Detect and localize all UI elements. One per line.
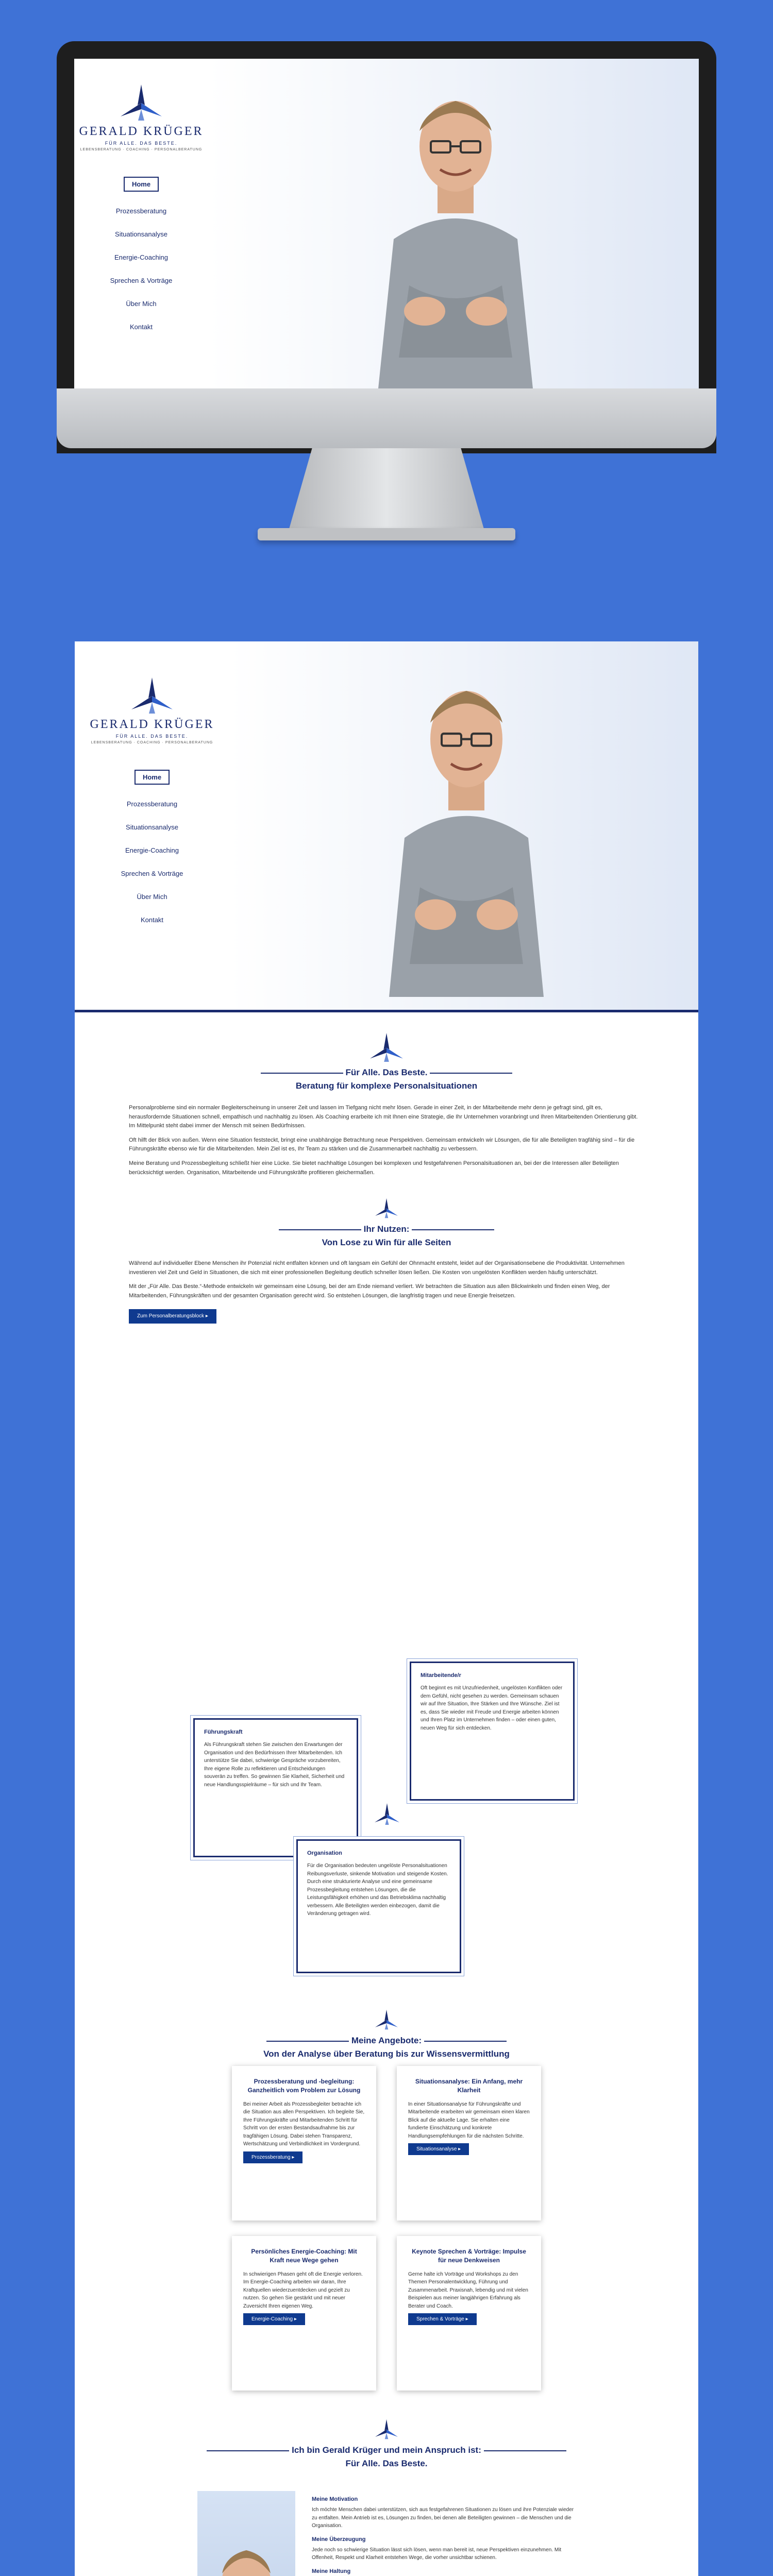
brand-tagline: FÜR ALLE. DAS BESTE. bbox=[105, 141, 178, 146]
nav-item-sprechen[interactable]: Sprechen & Vorträge bbox=[110, 277, 173, 284]
nav-item-situationsanalyse[interactable]: Situationsanalyse bbox=[115, 230, 167, 238]
pillar-organisation: Organisation Für die Organisation bedeuten ungelöste Personalsituationen Reibungsverluste, sinkende Motivation und steigende Kosten. Durch eine strukturierte Analyse und eine gemeinsame Prozessbegleitung entstehen Lösungen, die die Leistungsfähigkeit erhöhen und das Betriebsklima nachhaltig verbessern. Alle Beteiligten werden einbezogen, damit die Veränderung getragen wird. bbox=[296, 1839, 461, 1973]
intro-title: Für Alle. Das Beste. Beratung für komplexe Personalsituationen bbox=[75, 1066, 698, 1092]
brand-subline: LEBENSBERATUNG · COACHING · PERSONALBERATUNG bbox=[91, 741, 213, 744]
page-preview bbox=[75, 641, 698, 2576]
benefits-button[interactable]: Zum Personalberatungsblock ▸ bbox=[129, 1309, 216, 1324]
star-logo-icon bbox=[375, 1803, 399, 1825]
main-nav bbox=[74, 169, 208, 338]
monitor-base bbox=[258, 528, 515, 540]
nav-item-prozessberatung[interactable]: Prozessberatung bbox=[115, 207, 167, 215]
pillars-diagram bbox=[75, 1662, 698, 2002]
page-sidebar bbox=[75, 641, 229, 1010]
nav-item-kontakt[interactable]: Kontakt bbox=[129, 323, 153, 331]
pillar-leader: Führungskraft Als Führungskraft stehen Sie zwischen den Erwartungen der Organisation und den Bedürfnissen Ihrer Mitarbeitenden. Ich unterstütze Sie dabei, schwierige Gespräche vorzubereiten, Ihre eigene Rolle zu reflektieren und Entscheidungen souverän zu treffen. So gewinnen Sie Klarheit, Sicherheit und neue Handlungsspielräume – für sich und Ihr Team. bbox=[193, 1718, 358, 1857]
nav-item-ueber-mich[interactable]: Über Mich bbox=[126, 300, 157, 308]
page-header bbox=[75, 641, 698, 1012]
brand-name: GERALD KRÜGER bbox=[90, 718, 214, 731]
offer-button-sprechen[interactable]: Sprechen & Vorträge ▸ bbox=[408, 2313, 477, 2325]
about-section bbox=[75, 2419, 698, 2576]
nav-item-home[interactable]: Home bbox=[75, 762, 229, 792]
intro-section bbox=[75, 1012, 698, 1177]
benefits-text: Während auf individueller Ebene Menschen ihr Potenzial nicht entfalten können und oft langsam ein Gefühl der Ohnmacht entsteht, leidet auf der Organisationsebene die Produktivität. Unternehmen investieren viel Zeit und Geld in Situationen, die sich mit einer professionellen Begleitung deutlich schneller lösen ließen. Die Kosten von ungelösten Konflikten werden häufig unterschätzt. Mit der „Für Alle. Das Beste.“-Methode entwickeln wir gemeinsam eine Lösung, bei der am Ende niemand verliert. Wir betrachten die Situation aus allen Blickwinkeln und finden einen Weg, der Mitarbeitenden, Führungskräften und der gesamten Organisation gerecht wird. So entstehen Lösungen, die langfristig tragen und neue Energie freisetzen. Zum Personalberatungsblock ▸ bbox=[129, 1259, 644, 1323]
about-text: Meine Motivation Ich möchte Menschen dabei unterstützen, sich aus festgefahrenen Situationen zu lösen und ihre Potenziale wieder zu entfalten. Mein Antrieb ist es, Lösungen zu finden, bei denen alle Beteiligten gewinnen – die Menschen und die Organisation. Meine Überzeugung Jede noch so schwierige Situation lässt sich lösen, wenn man bereit ist, neue Perspektiven einzunehmen. Mit Offenheit, Respekt und Klarheit entstehen Wege, die vorher unsichtbar schienen. Meine Haltung bbox=[312, 2496, 574, 2574]
nav-item-situationsanalyse[interactable]: Situationsanalyse bbox=[126, 823, 178, 831]
nav-item-energie-coaching[interactable]: Energie-Coaching bbox=[125, 846, 179, 854]
main-nav bbox=[75, 762, 229, 931]
offer-button-prozessberatung[interactable]: Prozessberatung ▸ bbox=[243, 2151, 303, 2163]
nav-item-home[interactable]: Home bbox=[74, 169, 208, 199]
benefits-section bbox=[75, 1182, 698, 1323]
person-photo bbox=[358, 657, 575, 997]
nav-item-prozessberatung[interactable]: Prozessberatung bbox=[126, 800, 178, 808]
nav-item-sprechen[interactable]: Sprechen & Vorträge bbox=[121, 870, 183, 877]
brand-tagline: FÜR ALLE. DAS BESTE. bbox=[115, 734, 189, 739]
monitor-chin bbox=[57, 388, 716, 448]
portrait-person bbox=[197, 2491, 295, 2576]
sidebar bbox=[74, 59, 208, 388]
benefits-title: Ihr Nutzen: Von Lose zu Win für alle Seiten bbox=[75, 1223, 698, 1249]
person-photo bbox=[347, 69, 564, 388]
star-logo-icon bbox=[375, 1198, 398, 1218]
monitor-stand bbox=[289, 448, 484, 531]
star-logo-icon bbox=[131, 677, 173, 714]
offer-card-energie-coaching: Persönliches Energie-Coaching: Mit Kraft neue Wege gehen In schwierigen Phasen geht oft die Energie verloren. Im Energie-Coaching arbeiten wir daran, Ihre Kraftquellen wiederzuentdecken und gezielt zu nutzen. So gehen Sie gestärkt und mit neuer Zuversicht Ihren eigenen Weg. Energie-Coaching ▸ bbox=[232, 2236, 376, 2391]
brand-name: GERALD KRÜGER bbox=[79, 125, 204, 138]
portrait-photo bbox=[197, 2491, 295, 2576]
nav-item-energie-coaching[interactable]: Energie-Coaching bbox=[114, 253, 169, 261]
star-logo-icon bbox=[375, 2419, 398, 2439]
star-logo-icon bbox=[375, 2009, 398, 2030]
pillar-employee: Mitarbeitende/r Oft beginnt es mit Unzufriedenheit, ungelösten Konflikten oder dem Gefühl, nicht gesehen zu werden. Gemeinsam schauen wir auf Ihre Situation, Ihre Stärken und Ihre Wünsche. Ziel ist es, dass Sie wieder mit Freude und Energie arbeiten können und Ihren Platz im Unternehmen finden – oder einen guten, neuen Weg für sich entdecken. bbox=[410, 1662, 575, 1801]
hero-image bbox=[229, 641, 698, 1010]
offer-card-situationsanalyse: Situationsanalyse: Ein Anfang, mehr Klarheit In einer Situationsanalyse für Führungskräfte und Mitarbeitende erarbeiten wir gemeinsam einen klaren Blick auf die aktuelle Lage. Sie erhalten eine fundierte Einschätzung und konkrete Handlungsempfehlungen für die nächsten Schritte. Situationsanalyse ▸ bbox=[397, 2066, 541, 2221]
hero-image bbox=[208, 59, 699, 388]
nav-item-kontakt[interactable]: Kontakt bbox=[140, 916, 164, 924]
offers-section bbox=[75, 2009, 698, 2370]
offer-card-sprechen: Keynote Sprechen & Vorträge: Impulse für neue Denkweisen Gerne halte ich Vorträge und Workshops zu den Themen Personalentwicklung, Führung und Zusammenarbeit. Praxisnah, lebendig und mit vielen Beispielen aus meiner langjährigen Erfahrung als Berater und Coach. Sprechen & Vorträge ▸ bbox=[397, 2236, 541, 2391]
monitor-mockup bbox=[57, 41, 716, 448]
offer-button-situationsanalyse[interactable]: Situationsanalyse ▸ bbox=[408, 2143, 469, 2155]
intro-text: Personalprobleme sind ein normaler Begleiterscheinung in unserer Zeit und lassen im Tiefgang nicht mehr lösen. Gerade in einer Zeit, in der Mitarbeitende mehr denn je gefragt sind, gilt es, herausfordernde Situationen schnell, empathisch und nachhaltig zu lösen. Als Coaching erarbeite ich mit Ihnen eine Strategie, die Ihr Unternehmen voranbringt und Ihren Mitarbeitenden Orientierung gibt. Im Mittelpunkt steht dabei immer der Mensch mit seinen Bedürfnissen. Oft hilft der Blick von außen. Wenn eine Situation feststeckt, bringt eine unabhängige Betrachtung neue Perspektiven. Gemeinsam entwickeln wir Lösungen, die für alle Beteiligten tragfähig sind – für die Führungskräfte ebenso wie für die Mitarbeitenden. Mein Ziel ist es, Ihr Team zu stärken und die Zusammenarbeit nachhaltig zu verbessern. Meine Beratung und Prozessbegleitung schließt hier eine Lücke. Sie bietet nachhaltige Lösungen bei komplexen und festgefahrenen Personalsituationen an, bei der die Interessen aller Beteiligten berücksichtigt werden. Organisation, Mitarbeitende und Führungskräfte profitieren gleichermaßen. bbox=[129, 1105, 638, 1176]
offer-card-prozessberatung: Prozessberatung und -begleitung: Ganzheitlich vom Problem zur Lösung Bei meiner Arbeit als Prozessbegleiter betrachte ich die Situation aus allen Perspektiven. Ich begleite Sie, Ihre Führungskräfte und Mitarbeitenden Schritt für Schritt von der ersten Bestandsaufnahme bis zur tragfähigen Lösung. Dabei stehen Transparenz, Wertschätzung und Verbindlichkeit im Vordergrund. Prozessberatung ▸ bbox=[232, 2066, 376, 2221]
star-logo-icon bbox=[370, 1033, 403, 1062]
offers-title: Meine Angebote: Von der Analyse über Beratung bis zur Wissensvermittlung bbox=[263, 2036, 510, 2059]
brand-subline: LEBENSBERATUNG · COACHING · PERSONALBERATUNG bbox=[80, 148, 203, 151]
about-title: Ich bin Gerald Krüger und mein Anspruch ist: Für Alle. Das Beste. bbox=[75, 2444, 698, 2470]
star-logo-icon bbox=[121, 84, 162, 121]
offer-button-energie-coaching[interactable]: Energie-Coaching ▸ bbox=[243, 2313, 305, 2325]
monitor-screen bbox=[74, 59, 699, 388]
nav-item-ueber-mich[interactable]: Über Mich bbox=[137, 893, 167, 901]
